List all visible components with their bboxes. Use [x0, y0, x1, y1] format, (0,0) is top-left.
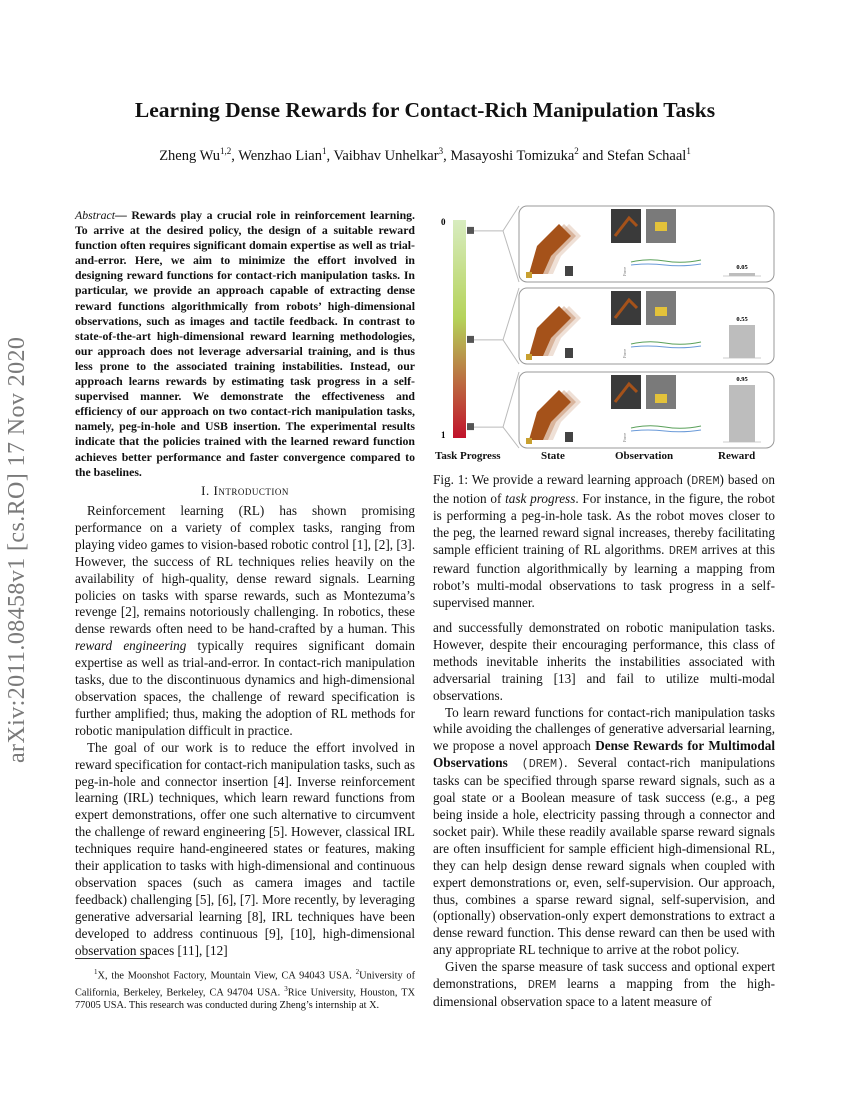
abstract: Abstract— Rewards play a crucial role in reinforcement learning. To arrive at the desired policy, the design of a suitable reward function often requires significant domain expertise as well as trial-and-error. Here, we aim to minimize the effort involved in designing reward functions for contact-rich manipulation tasks. In particular, we provide an approach capable of extracting dense reward functions algorithmically from robots’ high-dimensional observations, such as images and tactile feedback. In contrast to state-of-the-art high-dimensional reward learning methodologies, our approach does not leverage adversarial training, and is thus less prone to the associated training instabilities. Instead, our approach learns rewards by estimating task progress in a self-supervised manner. We demonstrate the effectiveness and efficiency of our approach on two contact-rich manipulation tasks, namely, peg-in-hole and USB insertion. The experimental results indicate that the policies trained with the learned reward function achieves better performance and faster convergence compared to the baselines. — [75, 208, 415, 479]
author-list — [80, 146, 770, 165]
reward-bar — [729, 273, 755, 276]
force-label: Force — [622, 348, 627, 358]
panels — [519, 206, 774, 448]
footnote-rule — [75, 958, 150, 959]
panel-connectors — [474, 206, 519, 448]
robot-base — [565, 348, 573, 358]
figure-1-graphic — [433, 202, 778, 470]
robot-base — [565, 432, 573, 442]
author: Masayoshi Tomizuka$^2$ and — [450, 146, 607, 164]
progress-marker — [467, 227, 474, 234]
progress-markers — [467, 227, 474, 430]
paragraph: Reinforcement learning (RL) has shown promising performance on a variety of complex tasks, ranging from playing video games to vision-based robotic control [1], [2], [3]. However, the success of RL techniques relies heavily on the availability of high-quality, dense reward signals. Learning policies on tasks with sparse rewards, such as Montezuma’s revenge [2], remains notoriously challenging. In robotics, these dense rewards often need to be hand-crafted by a human. This reward engineering typically requires significant domain expertise as well as trial-and-error. In contact-rich manipulation tasks, due to the discontinuous dynamics and high-dimensional observation spaces, the challenge of reward specification is further amplified; thus, making the adoption of RL methods for robotic manipulation difficult in practice. — [75, 503, 415, 738]
peg — [526, 438, 532, 444]
robot-base — [565, 266, 573, 276]
affiliations-footnote: $^1$X, the Moonshot Factory, Mountain View, CA 94043 USA. $^2$University of California, Berkeley, Berkeley, CA 94704 USA. $^3$Rice University, Houston, TX 77005 USA. This research was conducted during Zheng’s internship at X. — [75, 968, 416, 1012]
author: Zheng Wu$^{1,2}$, — [159, 146, 239, 164]
abstract-label: Abstract — [75, 208, 115, 222]
author: Stefan Schaal$^1$ — [606, 146, 691, 164]
panel — [519, 288, 774, 364]
camera-peg — [655, 394, 667, 403]
camera-peg — [655, 222, 667, 231]
figure-1 — [433, 202, 778, 470]
reward-bar — [729, 385, 755, 442]
reward-value: 0.95 — [736, 376, 748, 383]
force-label: Force — [622, 266, 627, 276]
label-observation: Observation — [615, 450, 674, 462]
abstract-text: Rewards play a crucial role in reinforcement learning. To arrive at the desired policy, the design of a suitable reward function often requires significant domain expertise as well as trial-and-error. Here, we aim to minimize the effort involved in designing reward functions for contact-rich manipulation tasks. In particular, we provide an approach capable of extracting dense reward functions algorithmically from robots’ high-dimensional observations, such as images and tactile feedback. In contrast to state-of-the-art high-dimensional reward learning methodologies, our approach does not leverage adversarial training, and is thus less prone to the associated training instabilities. Instead, our approach learns rewards by estimating task progress in a self-supervised manner. We demonstrate the effectiveness and efficiency of our approach on two contact-rich manipulation tasks, namely, peg-in-hole and USB insertion. The experimental results indicate that the policies trained with the learned reward function achieves better performance and faster convergence compared to the baselines. — [75, 208, 415, 479]
reward-value: 0.55 — [736, 316, 748, 323]
author: Vaibhav Unhelkar$^3$, — [333, 146, 451, 164]
connector-lines — [474, 206, 519, 282]
label-state: State — [541, 450, 565, 462]
label-reward: Reward — [718, 450, 756, 462]
progress-marker — [467, 423, 474, 430]
task-progress-bar — [453, 220, 466, 438]
section-heading: I. Introduction — [201, 483, 289, 498]
paragraph: Given the sparse measure of task success and optional expert demonstrations, DREM learns a mapping from the high-dimensional observation space to a latent measure of — [433, 959, 775, 1009]
progress-axis-top: 0 — [441, 217, 446, 227]
paragraph: The goal of our work is to reduce the effort involved in reward specification for contact-rich manipulation tasks, such as peg-in-hole and connector insertion [4]. Inverse reinforcement learning (IRL) techniques, which learn reward functions from expert demonstrations, offer one such alternative to circumvent the challenge of reward engineering [5]. However, classical IRL techniques require hand-engineered states or features, making their application to tasks with high-dimensional and continuous observation spaces (such as camera images and tactile feedback) challenging [5], [6], [7]. More recently, by leveraging generative adversarial learning [8], IRL techniques have been developed to address continuous [9], [10], high-dimensional observation spaces [11], [12] — [75, 739, 415, 958]
peg — [526, 272, 532, 278]
camera-peg — [655, 307, 667, 316]
reward-value: 0.05 — [736, 264, 748, 271]
paragraph: To learn reward functions for contact-rich manipulation tasks while avoiding the challenges of generative adversarial learning, we propose a novel approach Dense Rewards for Multimodal Observations (DREM). Several contact-rich manipulations tasks can be specified through sparse reward signals, such as a goal state or a Boolean measure of task success (e.g., a peg being inside a hole, electricity passing through a connector and socket pair). While these readily available sparse reward signals are often insufficient for sample efficient high-dimensional RL, they can help design dense reward signals when coupled with expert demonstrations or, even, self-supervision. Our approach, thus, combines a sparse reward signal, self-supervision, and (optionally) observation-only expert demonstrations to extract a dense reward function. This dense reward can then be used with any appropriate RL technique to arrive at the robot policy. — [433, 704, 776, 958]
panel — [519, 206, 774, 282]
peg — [526, 354, 532, 360]
paragraph: and successfully demonstrated on robotic manipulation tasks. However, despite their encouraging performance, this class of methods inevitable inherits the instabilities associated with adversarial training [13] and fail to utilize multi-modal observations. — [433, 620, 775, 703]
connector-lines — [474, 288, 519, 364]
right-column-body — [433, 620, 775, 1011]
figure-caption: Fig. 1: We provide a reward learning approach (DREM) based on the notion of task progress. For instance, in the figure, the robot is performing a peg-in-hole task. As the robot moves closer to the peg, the learned reward signal increases, thereby facilitating sample efficient training of RL algorithms. DREM arrives at this reward function algorithmically by learning a mapping from robot’s multi-modal observations to task progress in a self-supervised manner. — [433, 472, 775, 610]
label-task-progress: Task Progress — [435, 450, 501, 462]
panel — [519, 372, 774, 448]
camera-image-2 — [646, 375, 676, 409]
progress-marker — [467, 336, 474, 343]
connector-lines — [474, 372, 519, 448]
paper-title: Learning Dense Rewards for Contact-Rich Manipulation Tasks — [134, 98, 716, 122]
arxiv-id: arXiv:2011.08458v1 [cs.RO] 17 Nov 2020 — [4, 336, 30, 764]
left-column-body — [75, 503, 415, 959]
arxiv-side-stamp — [4, 285, 48, 815]
force-label: Force — [622, 432, 627, 442]
reward-bar — [729, 325, 755, 358]
author: Wenzhao Lian$^1$, — [238, 146, 334, 164]
progress-axis-bottom: 1 — [441, 430, 446, 440]
